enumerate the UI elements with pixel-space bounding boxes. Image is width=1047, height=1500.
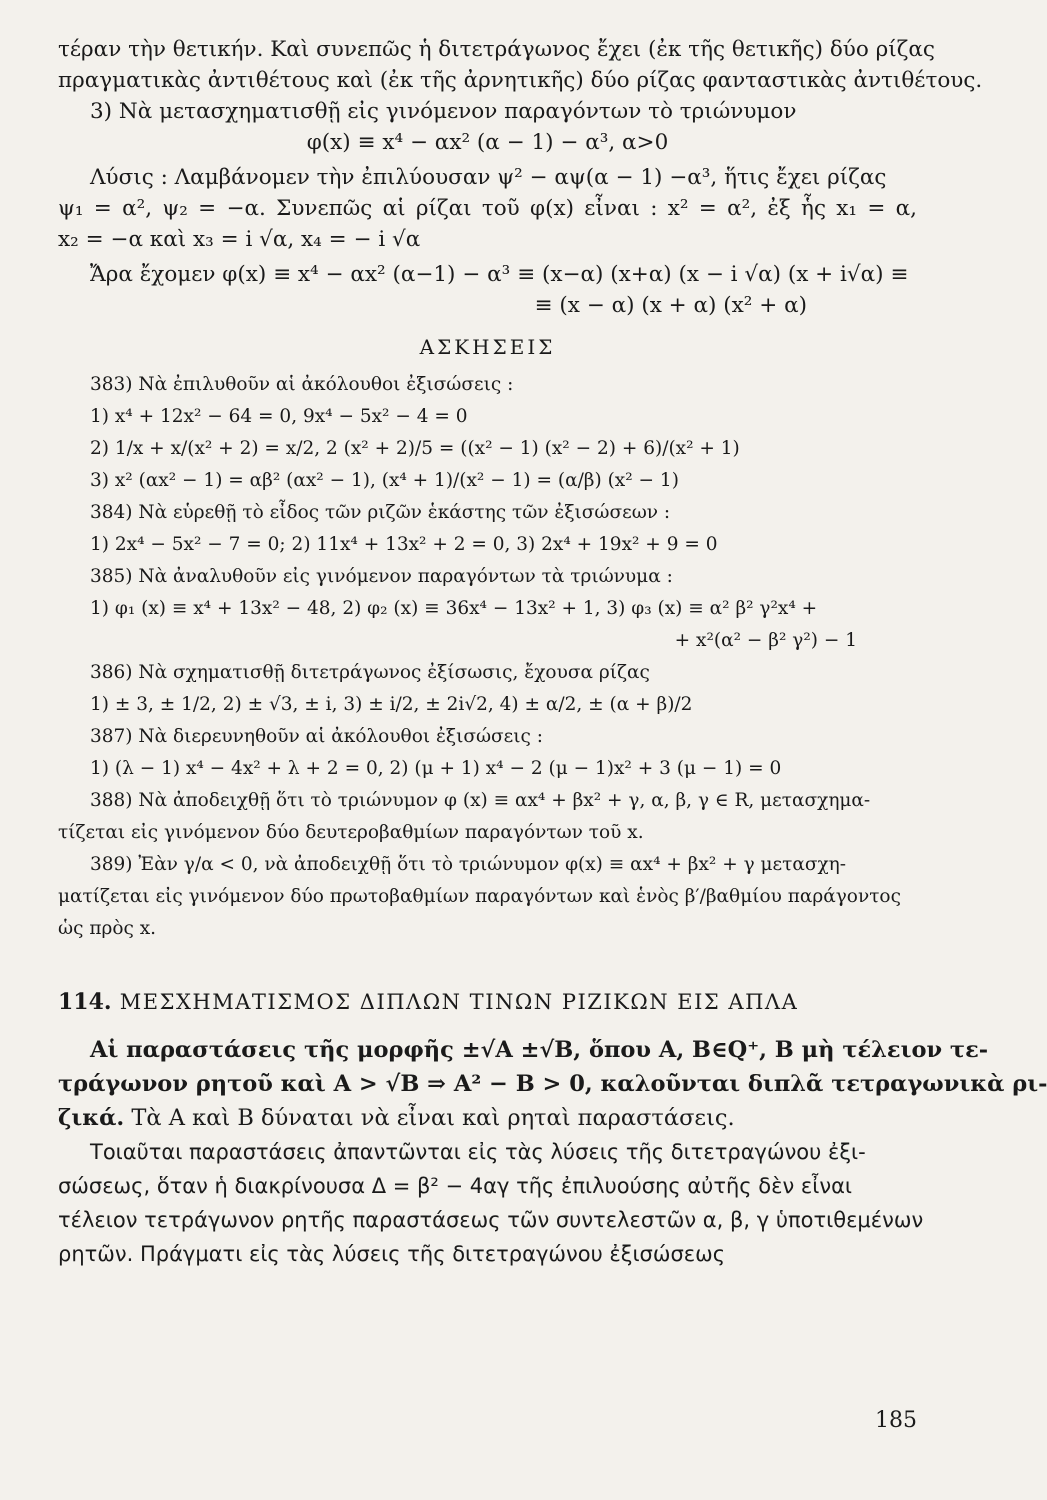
solution-line: Λύσις : Λαμβάνομεν τὴν ἐπιλύουσαν ψ² − αψ(α − 1) −α³, ἥτις ἔχει ρίζας	[90, 165, 887, 190]
result-line: ≡ (x − α) (x + α) (x² + α)	[534, 293, 807, 318]
exercise-list	[58, 369, 917, 945]
page-number: 185	[875, 1408, 917, 1433]
section-title-text: ΜΕΣΧΗΜΑΤΙΣΜΟΣ ΔΙΠΛΩΝ ΤΙΝΩΝ ΡΙΖΙΚΩΝ ΕΙΣ ΑΠΛΑ	[119, 990, 799, 1014]
paragraph-line: ρητῶν. Πράγματι εἰς τὰς λύσεις τῆς διτετραγώνου ἐξισώσεως	[58, 1242, 726, 1266]
exercise-item: ματίζεται εἰς γινόμενον δύο πρωτοβαθμίων παραγόντων καὶ ἑνὸς β′/βαθμίου παράγοντος	[58, 886, 901, 907]
definition-line	[58, 1101, 917, 1135]
definition-line: τράγωνον ρητοῦ καὶ A > √B ⇒ A² − B > 0, καλοῦνται διπλᾶ τετραγωνικὰ ρι-	[58, 1071, 1047, 1097]
paragraph-line: τέλειον τετράγωνον ρητῆς παραστάσεως τῶν συντελεστῶν α, β, γ ὑποτιθεμένων	[58, 1208, 924, 1232]
exercise-item: 387) Νὰ διερευνηθοῦν αἱ ἀκόλουθοι ἐξισώσεις :	[90, 726, 543, 747]
exercise-item: 1) (λ − 1) x⁴ − 4x² + λ + 2 = 0, 2) (μ + 1) x⁴ − 2 (μ − 1)x² + 3 (μ − 1) = 0	[90, 758, 782, 779]
text-line: τέραν τὴν θετικήν. Καὶ συνεπῶς ἡ διτετράγωνος ἔχει (ἐκ τῆς θετικῆς) δύο ρίζας	[58, 37, 935, 62]
paragraph-line: σώσεως, ὅταν ἡ διακρίνουσα Δ = β² − 4αγ τῆς ἐπιλυούσης αὐτῆς δὲν εἶναι	[58, 1174, 853, 1198]
definition-term-end: ζικά.	[58, 1105, 125, 1131]
text-line: πραγματικὰς ἀντιθέτους καὶ (ἐκ τῆς ἀρνητικῆς) δύο ρίζας φανταστικὰς ἀντιθέτους.	[58, 68, 983, 93]
exercise-item: 383) Νὰ ἐπιλυθοῦν αἱ ἀκόλουθοι ἐξισώσεις :	[90, 374, 514, 395]
formula-line: φ(x) ≡ x⁴ − αx² (α − 1) − α³, α>0	[306, 130, 669, 155]
exercises-heading: ΑΣΚΗΣΕΙΣ	[419, 335, 556, 359]
exercise-item: ὡς πρὸς x.	[58, 918, 157, 939]
exercise-item: 1) 2x⁴ − 5x² − 7 = 0; 2) 11x⁴ + 13x² + 2 = 0, 3) 2x⁴ + 19x² + 9 = 0	[90, 534, 718, 555]
definition-remark: Τὰ A καὶ B δύναται νὰ εἶναι καὶ ρηταὶ παραστάσεις.	[124, 1105, 735, 1131]
exercise-item: 385) Νὰ ἀναλυθοῦν εἰς γινόμενον παραγόντων τὰ τριώνυμα :	[90, 566, 673, 587]
definition-line: Αἱ παραστάσεις τῆς μορφῆς ±√A ±√B, ὅπου A, B∈Q⁺, B μὴ τέλειον τε-	[90, 1037, 989, 1063]
exercise-item: τίζεται εἰς γινόμενον δύο δευτεροβαθμίων παραγόντων τοῦ x.	[58, 822, 644, 843]
exercise-item: 3) x² (αx² − 1) = αβ² (αx² − 1), (x⁴ + 1)/(x² − 1) = (α/β) (x² − 1)	[90, 470, 679, 491]
section-title	[58, 989, 917, 1015]
exercise-item: 1) φ₁ (x) ≡ x⁴ + 13x² − 48, 2) φ₂ (x) ≡ 36x⁴ − 13x² + 1, 3) φ₃ (x) ≡ α² β² γ²x⁴ +	[90, 598, 818, 619]
exercise-item: 1) ± 3, ± 1/2, 2) ± √3, ± i, 3) ± i/2, ± 2i√2, 4) ± α/2, ± (α + β)/2	[90, 694, 693, 715]
exercise-item: 384) Νὰ εὑρεθῇ τὸ εἶδος τῶν ριζῶν ἑκάστης τῶν ἐξισώσεων :	[90, 502, 671, 523]
exercise-item: 388) Νὰ ἀποδειχθῇ ὅτι τὸ τριώνυμον φ (x) ≡ αx⁴ + βx² + γ, α, β, γ ∈ R, μετασχημα-	[90, 790, 871, 811]
text-line: ψ₁ = α², ψ₂ = −α. Συνεπῶς αἱ ρίζαι τοῦ φ(x) εἶναι : x² = α², ἐξ ἧς x₁ = α,	[58, 196, 917, 221]
text-line: x₂ = −α καὶ x₃ = i √α, x₄ = − i √α	[58, 227, 421, 252]
exercise-item: 1) x⁴ + 12x² − 64 = 0, 9x⁴ − 5x² − 4 = 0	[90, 406, 468, 427]
result-line: Ἄρα ἔχομεν φ(x) ≡ x⁴ − αx² (α−1) − α³ ≡ (x−α) (x+α) (x − i √α) (x + i√α) ≡	[90, 262, 909, 287]
exercise-item: + x²(α² − β² γ²) − 1	[674, 630, 857, 651]
paragraph-line: Τοιαῦται παραστάσεις ἀπαντῶνται εἰς τὰς λύσεις τῆς διτετραγώνου ἐξι-	[90, 1140, 866, 1164]
example-statement: 3) Νὰ μετασχηματισθῇ εἰς γινόμενον παραγόντων τὸ τριώνυμον	[90, 99, 797, 124]
exercise-item: 386) Νὰ σχηματισθῇ διτετράγωνος ἐξίσωσις, ἔχουσα ρίζας	[90, 662, 650, 683]
section-number: 114.	[58, 989, 112, 1015]
exercise-item: 2) 1/x + x/(x² + 2) = x/2, 2 (x² + 2)/5 = ((x² − 1) (x² − 2) + 6)/(x² + 1)	[90, 438, 740, 459]
exercise-item: 389) Ἐὰν γ/α < 0, νὰ ἀποδειχθῇ ὅτι τὸ τριώνυμον φ(x) ≡ αx⁴ + βx² + γ μετασχη-	[90, 854, 847, 875]
